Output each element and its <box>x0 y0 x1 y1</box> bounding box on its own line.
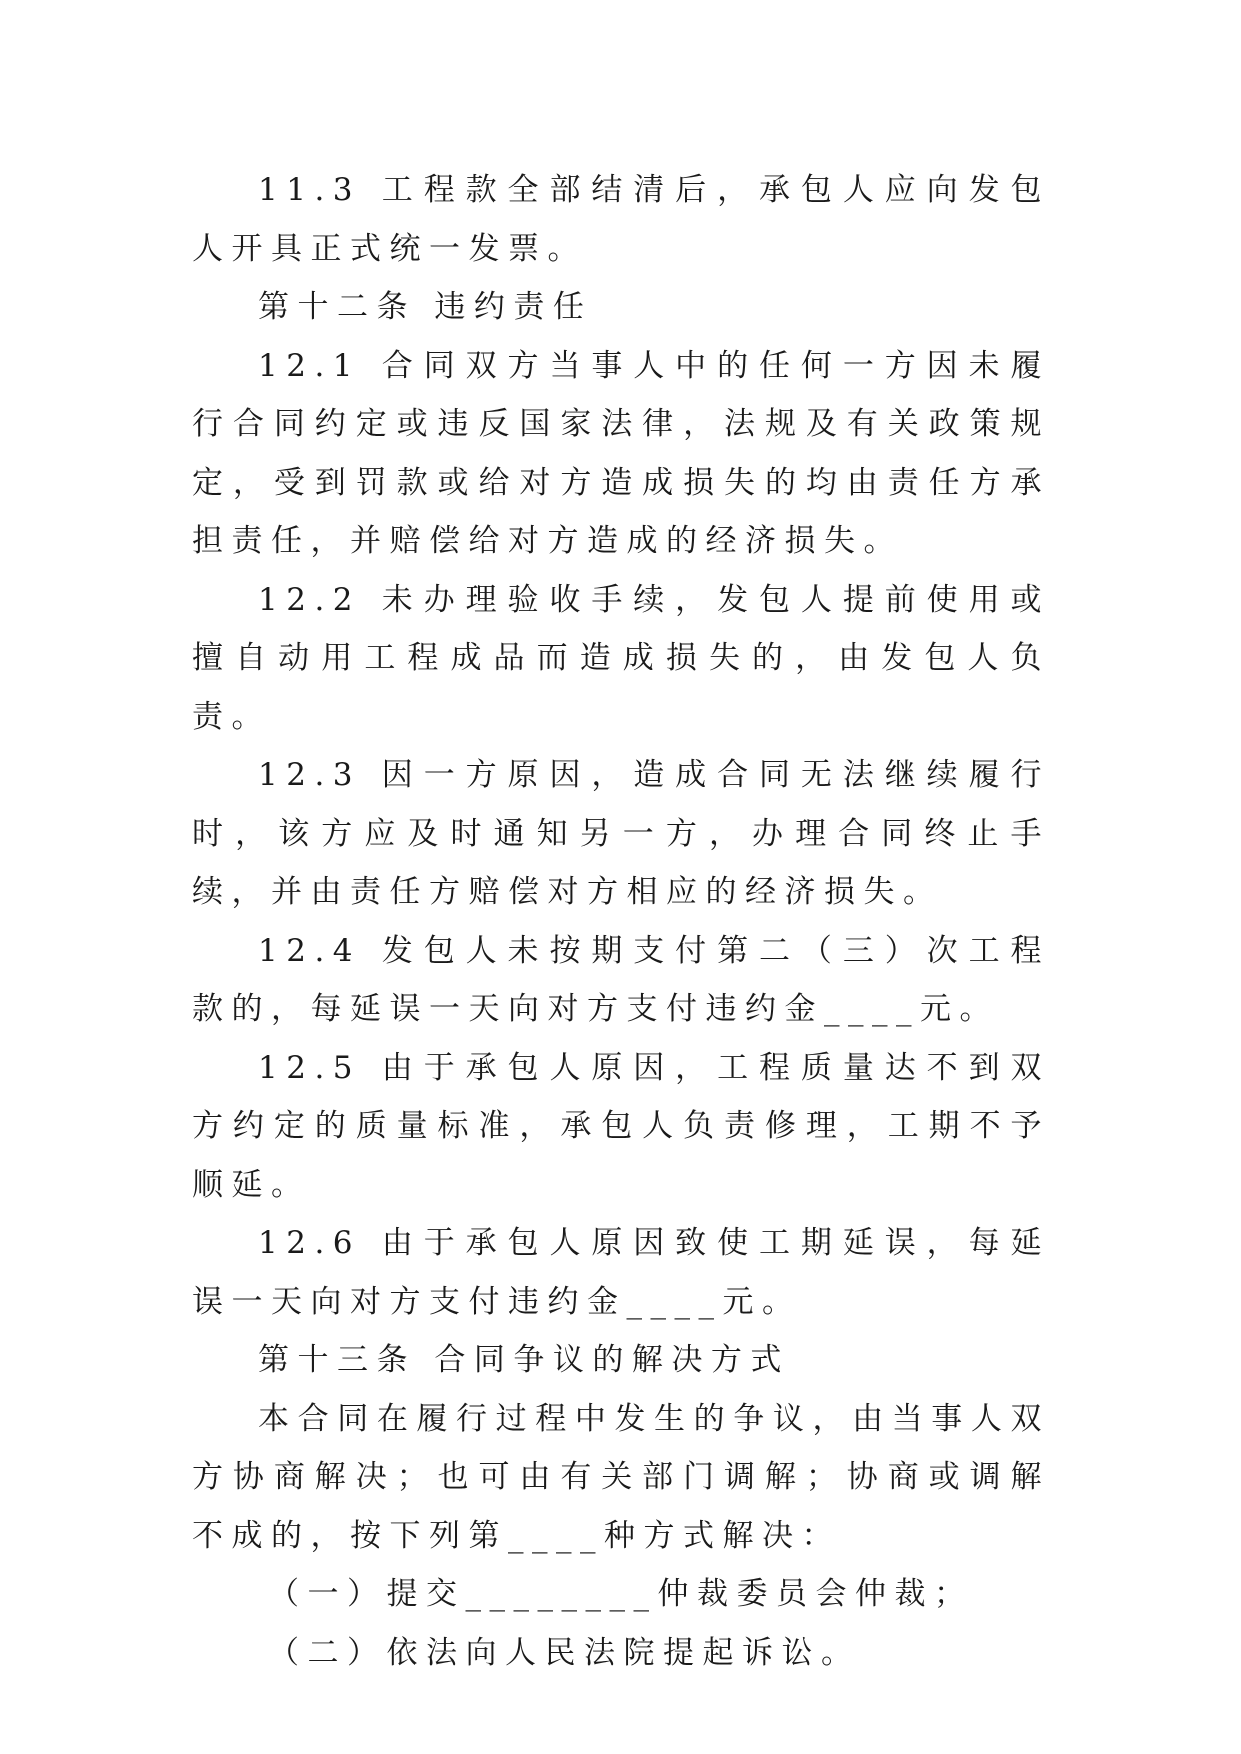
dispute-resolution-text: 本合同在履行过程中发生的争议，由当事人双方协商解决；也可由有关部门调解；协商或调解不成的，按下列第____种方式解决： <box>192 1400 1050 1554</box>
clause-12-6: 12.6 由于承包人原因致使工期延误，每延误一天向对方支付违约金____元。 <box>192 1225 1050 1320</box>
option-arbitration: （一）提交________仲裁委员会仲裁； <box>268 1576 974 1612</box>
clause-12-4: 12.4 发包人未按期支付第二（三）次工程款的，每延误一天向对方支付违约金____元。 <box>192 932 1050 1027</box>
clause-12-3: 12.3 因一方原因，造成合同无法继续履行时，该方应及时通知另一方，办理合同终止手续，并由责任方赔偿对方相应的经济损失。 <box>192 757 1050 910</box>
clause-11-3: 11.3 工程款全部结清后，承包人应向发包人开具正式统一发票。 <box>192 172 1050 267</box>
article-12-heading: 第十二条 违约责任 <box>258 289 593 325</box>
option-litigation: （二）依法向人民法院提起诉讼。 <box>268 1634 861 1671</box>
document-page <box>192 161 1050 1682</box>
clause-12-5: 12.5 由于承包人原因，工程质量达不到双方约定的质量标准，承包人负责修理，工期不予顺延。 <box>192 1049 1050 1203</box>
clause-12-1: 12.1 合同双方当事人中的任何一方因未履行合同约定或违反国家法律，法规及有关政策规定，受到罚款或给对方造成损失的均由责任方承担责任，并赔偿给对方造成的经济损失。 <box>192 347 1050 559</box>
clause-12-2: 12.2 未办理验收手续，发包人提前使用或擅自动用工程成品而造成损失的，由发包人负责。 <box>192 581 1050 735</box>
article-13-heading: 第十三条 合同争议的解决方式 <box>258 1342 790 1378</box>
